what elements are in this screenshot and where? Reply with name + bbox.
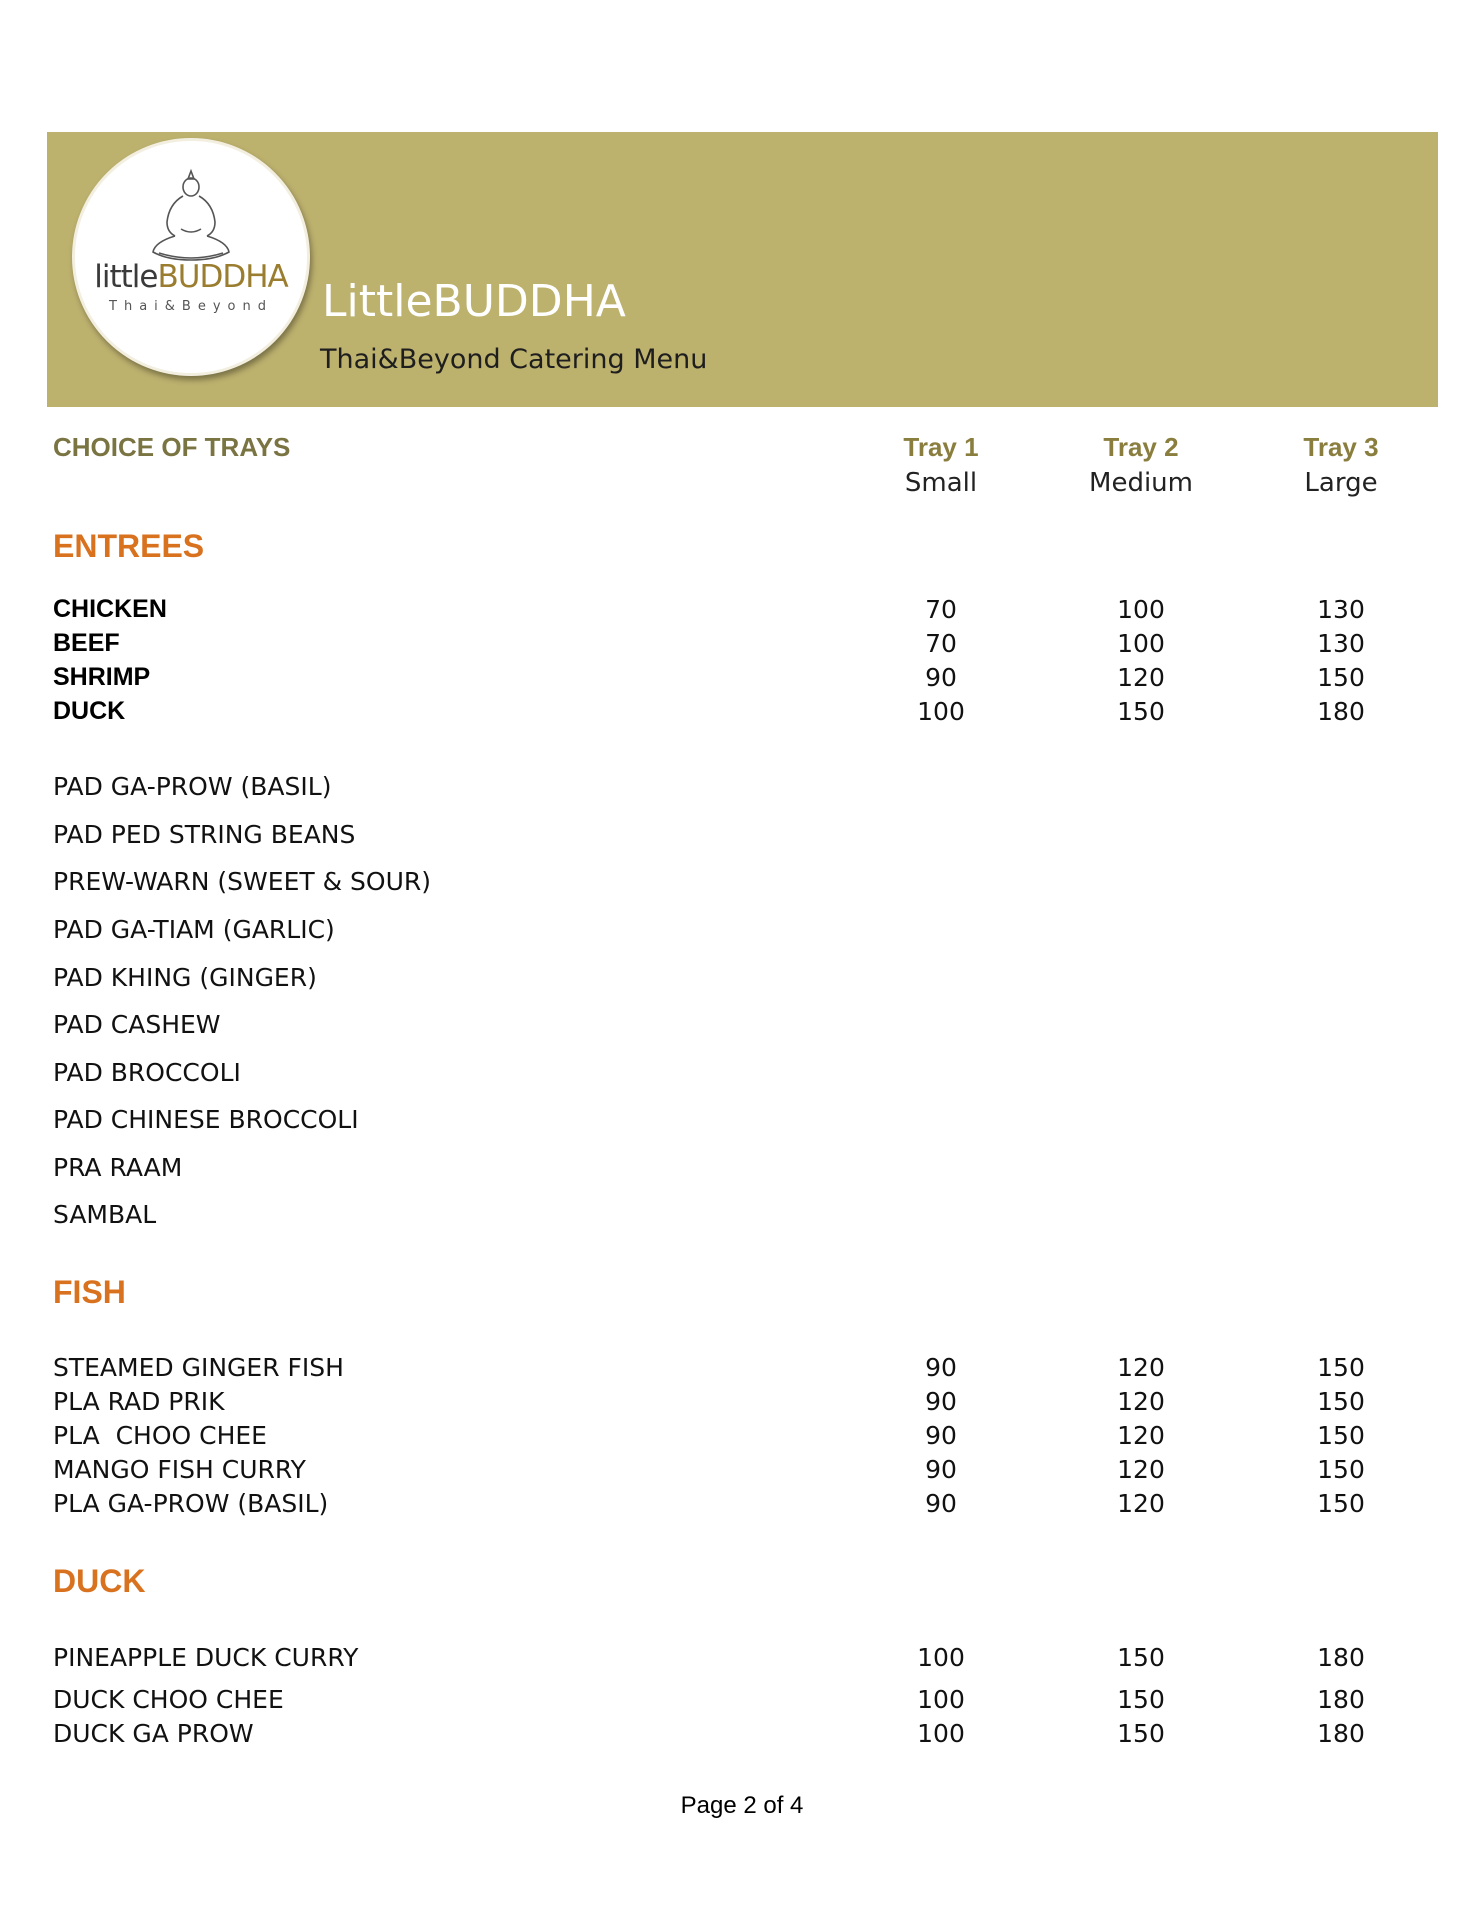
price-tray-3: 180 xyxy=(1317,1643,1365,1672)
price-tray-1: 70 xyxy=(925,629,957,658)
choice-of-trays-label: CHOICE OF TRAYS xyxy=(53,432,291,462)
logo xyxy=(72,138,310,376)
price-tray-1: 100 xyxy=(917,1685,965,1714)
dish-name: PAD CASHEW xyxy=(53,1010,221,1039)
price-tray-2: 150 xyxy=(1117,1719,1165,1748)
price-tray-3: 150 xyxy=(1317,1353,1365,1382)
tray-2-name: Tray 2 xyxy=(1103,432,1179,462)
tray-3-name: Tray 3 xyxy=(1303,432,1379,462)
price-tray-2: 100 xyxy=(1117,629,1165,658)
price-tray-2: 120 xyxy=(1117,1353,1165,1382)
section-title-fish: FISH xyxy=(53,1274,126,1310)
price-tray-2: 150 xyxy=(1117,1643,1165,1672)
price-tray-1: 90 xyxy=(925,1387,957,1416)
dish-name: PAD BROCCOLI xyxy=(53,1058,241,1087)
price-tray-2: 120 xyxy=(1117,1455,1165,1484)
price-tray-2: 150 xyxy=(1117,1685,1165,1714)
section-title-entrees: ENTREES xyxy=(53,528,205,564)
dish-name: PAD GA-TIAM (GARLIC) xyxy=(53,915,335,944)
tray-2-size: Medium xyxy=(1089,468,1193,498)
price-tray-3: 130 xyxy=(1317,595,1365,624)
menu-item-name: DUCK GA PROW xyxy=(53,1719,254,1748)
price-tray-1: 100 xyxy=(917,697,965,726)
price-tray-3: 150 xyxy=(1317,1387,1365,1416)
logo-wordmark: littleBUDDHA xyxy=(94,259,288,295)
menu-item-name: PLA CHOO CHEE xyxy=(53,1421,267,1450)
logo-tagline: Thai&Beyond xyxy=(109,299,273,314)
price-tray-3: 150 xyxy=(1317,1455,1365,1484)
price-tray-1: 100 xyxy=(917,1643,965,1672)
brand-subtitle: Thai&Beyond Catering Menu xyxy=(320,344,708,375)
price-tray-2: 100 xyxy=(1117,595,1165,624)
menu-item-name: PLA RAD PRIK xyxy=(53,1387,225,1416)
buddha-icon xyxy=(75,141,307,373)
price-tray-1: 70 xyxy=(925,595,957,624)
price-tray-1: 90 xyxy=(925,1455,957,1484)
price-tray-3: 150 xyxy=(1317,1489,1365,1518)
tray-1-name: Tray 1 xyxy=(903,432,979,462)
tray-3-size: Large xyxy=(1304,468,1378,498)
menu-item-name: DUCK CHOO CHEE xyxy=(53,1685,284,1714)
price-tray-2: 120 xyxy=(1117,663,1165,692)
protein-name: BEEF xyxy=(53,629,120,657)
menu-item-name: STEAMED GINGER FISH xyxy=(53,1353,344,1382)
protein-name: SHRIMP xyxy=(53,663,151,691)
price-tray-3: 180 xyxy=(1317,1719,1365,1748)
price-tray-3: 150 xyxy=(1317,663,1365,692)
menu-item-name: PLA GA-PROW (BASIL) xyxy=(53,1489,329,1518)
dish-name: PREW-WARN (SWEET & SOUR) xyxy=(53,867,431,896)
tray-1-size: Small xyxy=(904,468,978,498)
protein-name: DUCK xyxy=(53,697,126,725)
price-tray-1: 90 xyxy=(925,663,957,692)
dish-name: PAD KHING (GINGER) xyxy=(53,963,317,992)
dish-name: PAD CHINESE BROCCOLI xyxy=(53,1105,359,1134)
brand-title: LittleBUDDHA xyxy=(322,276,626,327)
section-title-duck: DUCK xyxy=(53,1563,146,1599)
menu-item-name: PINEAPPLE DUCK CURRY xyxy=(53,1643,359,1672)
price-tray-2: 120 xyxy=(1117,1387,1165,1416)
price-tray-1: 100 xyxy=(917,1719,965,1748)
price-tray-1: 90 xyxy=(925,1489,957,1518)
price-tray-2: 150 xyxy=(1117,697,1165,726)
dish-name: PAD GA-PROW (BASIL) xyxy=(53,772,332,801)
price-tray-3: 180 xyxy=(1317,1685,1365,1714)
price-tray-3: 130 xyxy=(1317,629,1365,658)
protein-name: CHICKEN xyxy=(53,595,167,623)
price-tray-1: 90 xyxy=(925,1353,957,1382)
dish-name: SAMBAL xyxy=(53,1200,157,1229)
price-tray-1: 90 xyxy=(925,1421,957,1450)
page-number: Page 2 of 4 xyxy=(680,1792,804,1819)
price-tray-3: 180 xyxy=(1317,697,1365,726)
dish-name: PRA RAAM xyxy=(53,1153,183,1182)
dish-name: PAD PED STRING BEANS xyxy=(53,820,356,849)
price-tray-2: 120 xyxy=(1117,1421,1165,1450)
price-tray-2: 120 xyxy=(1117,1489,1165,1518)
menu-item-name: MANGO FISH CURRY xyxy=(53,1455,306,1484)
price-tray-3: 150 xyxy=(1317,1421,1365,1450)
